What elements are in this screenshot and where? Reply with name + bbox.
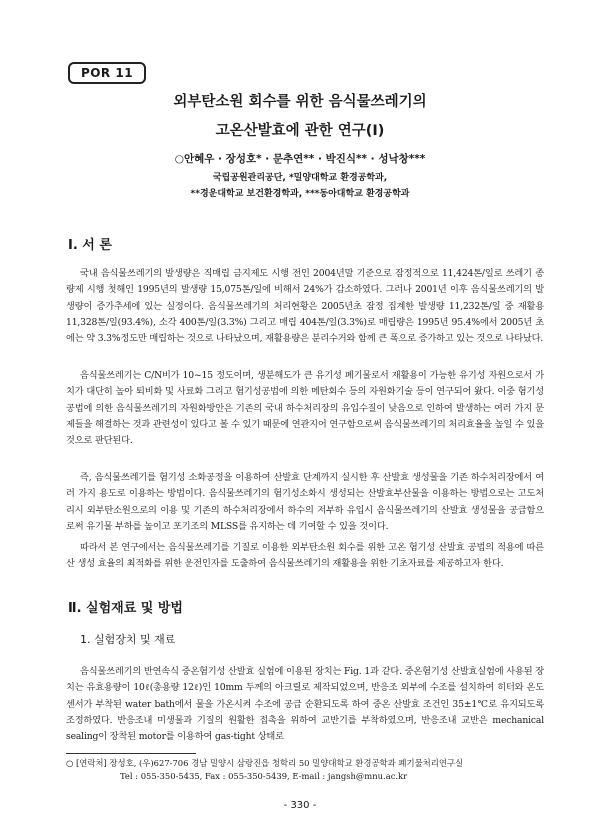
title-line-2: 고온산발효에 관한 연구(Ⅰ) xyxy=(215,123,385,139)
footnote-phone-email: Tel : 055-350-5435, Fax : 055-350-5439, E-mail : jangsh@mnu.ac.kr xyxy=(120,771,408,781)
footnote-contact: ○ [연락처] 장성호, (우)627-706 경남 밀양시 삼랑진읍 청학리 50 밀양대학교 환경공학과 폐기물처리연구실 xyxy=(66,758,464,768)
subsection-heading-apparatus: 1. 실험장치 및 재료 xyxy=(80,633,176,646)
intro-paragraph-1: 국내 음식물쓰레기의 발생량은 직매립 금지제도 시행 전인 2004년말 기준으로 잠정적으로 11,424톤/일로 쓰레기 종량제 시행 첫해인 1995년의 발생량 15,075톤/일에 비해서 24%가 감소하였다. 그러나 2001년 이후 음식물쓰레기의 발생량이 증가추세에 있는 실정이다. 음식물쓰레기의 처리현황은 2005년초 잠정 집계한 발생량 11,232톤/일 중 재활용 11,328톤/일(93.4%), 소각 400톤/일(3.3%) 그리고 매립 404톤/일(3.3%)로 매립량은 1995년 95.4%에서 2005년 초에는 약 3.3%정도만 매립하는 것으로 나타났으며, 재활용량은 분리수거와 함께 큰 폭으로 증가하고 있는 것으로 나타났다. xyxy=(66,268,544,345)
affiliation-line-1: 국립공원관리공단, *밀양대학교 환경공학과, xyxy=(212,173,388,183)
section-heading-methods: Ⅱ. 실험재료 및 방법 xyxy=(68,601,183,616)
section-heading-introduction: Ⅰ. 서 론 xyxy=(68,238,112,253)
intro-paragraph-3: 즉, 음식물쓰레기를 혐기성 소화공정을 이용하여 산발효 단계까지 실시한 후 산발효 생성물을 기존 하수처리장에서 여러 가지 용도로 이용하는 방법이다. 음식물쓰레기의 혐기성소화시 생성되는 산발효부산물을 이용하는 방법으로는 고도처리시 외부탄소원으로의 이용 및 기존의 하수처리장에서 하수의 저부하 유입시 음식물쓰레기의 산발효 생성물을 공급함으로써 유기물 부하를 높이고 포기조의 MLSS를 유지하는 데 기여할 수 있을 것이다. xyxy=(66,472,544,532)
intro-paragraph-4: 따라서 본 연구에서는 음식물쓰레기를 기질로 이용한 외부탄소원 회수를 위한 고온 혐기성 산발효 공법의 적용에 따른 산 생성 효율의 최적화를 위한 운전인자를 도출하여 음식물쓰레기의 재활용을 위한 기초자료를 제공하고자 한다. xyxy=(66,542,544,570)
intro-paragraph-2: 음식물쓰레기는 C/N비가 10~15 정도이며, 생분해도가 큰 유기성 폐기물로서 재활용이 가능한 유기성 자원으로서 가치가 대단히 높아 퇴비화 및 사료화 그리고 혐기성공법에 의한 메탄회수 등의 자원화기술 등이 연구되어 왔다. 이중 혐기성공법에 의한 음식물쓰레기의 자원화방안은 기존의 국내 하수처리장의 유입수질이 낮음으로 인하여 발생하는 여러 가지 문제들을 해결하는 것과 관련성이 있다고 볼 수 있기 때문에 연관지어 연구함으로써 음식물쓰레기의 처리효율을 높일 수 있을 것으로 판단된다. xyxy=(66,370,544,447)
apparatus-paragraph: 음식물쓰레기의 반연속식 중온혐기성 산발효 실험에 이용된 장치는 Fig. 1과 같다. 중온혐기성 산발효실험에 사용된 장치는 유효용량이 10ℓ(총용량 12ℓ)인 10mm 두께의 아크릴로 제작되었으며, 반응조 외부에 수조를 설치하여 히터와 온도센서가 부착된 water bath에서 물을 가온시켜 수조에 공급 순환되도록 하여 중온 산발효 조건인 35±1℃로 유지되도록 조정하였다. 반응조내 미생물과 기질의 원활한 접촉을 위하여 교반기를 부착하였으며, 반응조내 교반은 mechanical sealing이 장착된 motor를 이용하여 gas-tight 상태로 xyxy=(66,666,544,743)
footnote-divider xyxy=(66,753,196,754)
session-badge: POR 11 xyxy=(68,62,146,84)
title-line-1: 외부탄소원 회수를 위한 음식물쓰레기의 xyxy=(173,94,427,110)
page-number: - 330 - xyxy=(283,800,317,811)
affiliation-line-2: **경운대학교 보건환경학과, ***동아대학교 환경공학과 xyxy=(190,189,410,199)
author-list: ○안혜우 · 장성호* · 문추연** · 박진식** · 성낙창*** xyxy=(174,153,426,165)
